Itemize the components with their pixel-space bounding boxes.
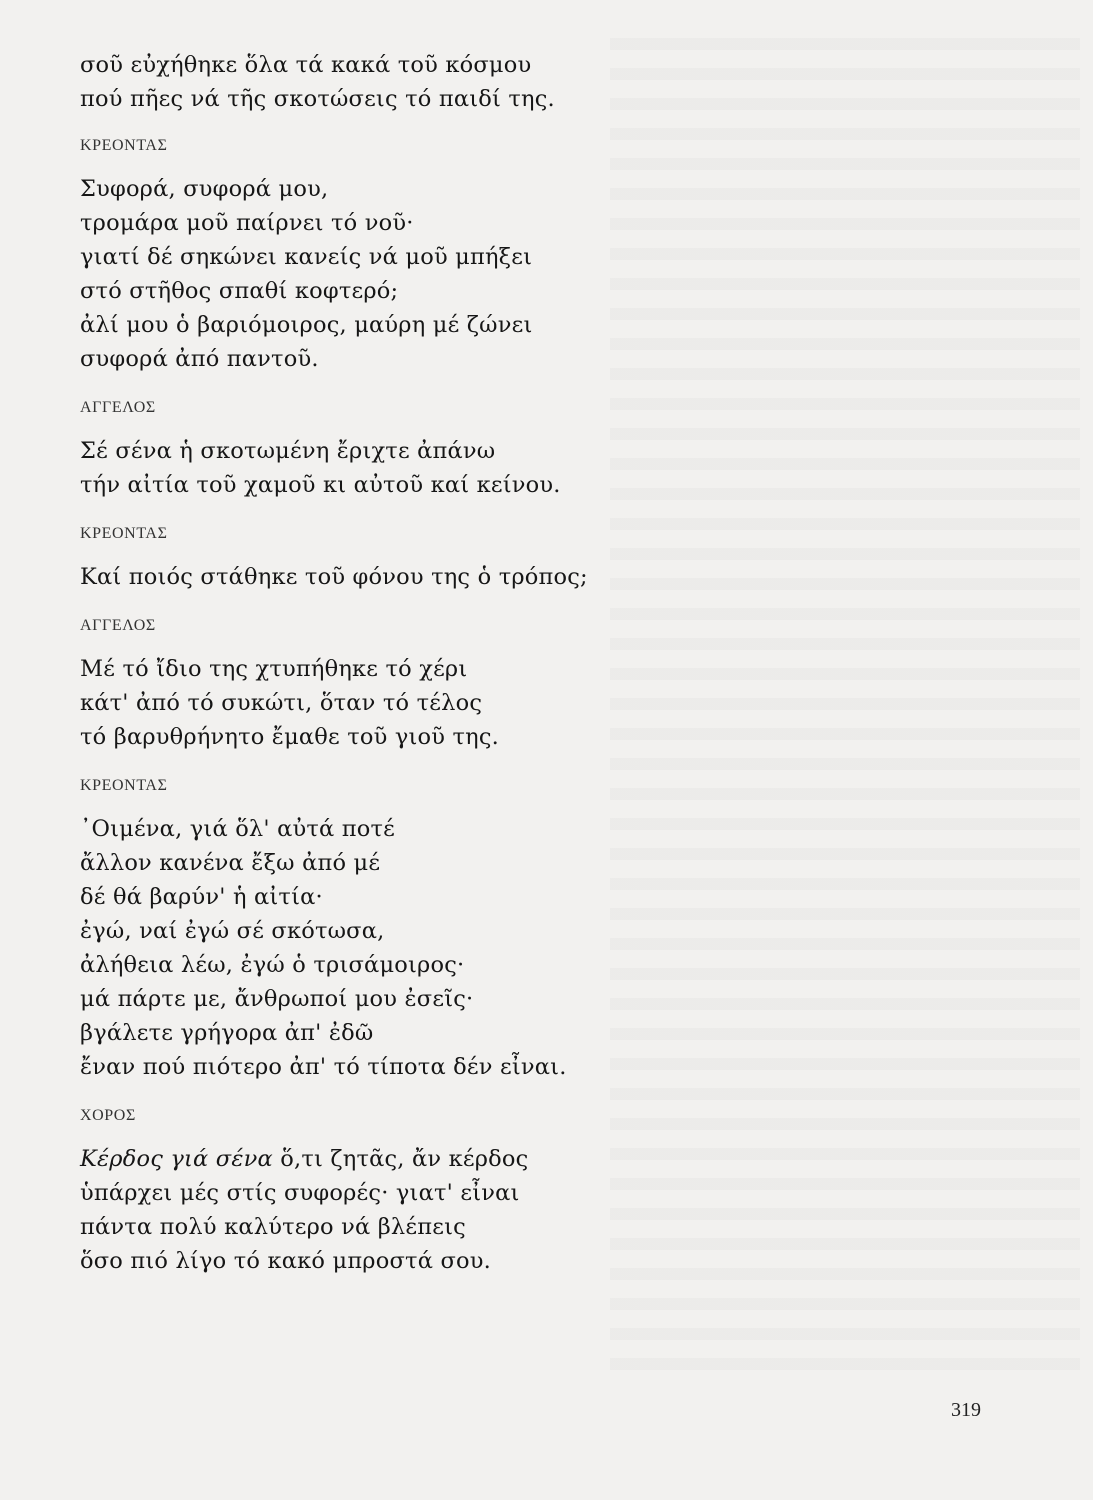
verse-line: πάντα πολύ καλύτερο νά βλέπεις xyxy=(80,1214,466,1240)
speaker-name: ΑΓΓΕΛΟΣ xyxy=(80,399,156,416)
page-number: 319 xyxy=(951,1399,981,1421)
dialogue-section xyxy=(80,776,640,1084)
verse-line: βγάλετε γρήγορα ἀπ' ἐδῶ xyxy=(80,1020,374,1046)
verse-line: τήν αἰτία τοῦ χαμοῦ κι αὐτοῦ καί κείνου. xyxy=(80,472,561,498)
verse-line: ἀλί μου ὁ βαριόμοιρος, μαύρη μέ ζώνει xyxy=(80,312,533,338)
speaker-name: ΚΡΕΟΝΤΑΣ xyxy=(80,137,168,154)
verse-line: μά πάρτε με, ἄνθρωποί μου ἐσεῖς· xyxy=(80,986,474,1012)
speaker-name: ΧΟΡΟΣ xyxy=(80,1107,136,1124)
speaker-name: ΚΡΕΟΝΤΑΣ xyxy=(80,525,168,542)
verse-line: σοῦ εὐχήθηκε ὅλα τά κακά τοῦ κόσμου xyxy=(80,52,532,78)
verse-line: ὅσο πιό λίγο τό κακό μπροστά σου. xyxy=(80,1248,491,1274)
chorus-section xyxy=(80,1106,640,1278)
dialogue-section xyxy=(80,616,640,754)
dialogue-section xyxy=(80,398,640,502)
verse-line: δέ θά βαρύν' ἡ αἰτία· xyxy=(80,884,323,910)
verse-line: στό στῆθος σπαθί κοφτερό; xyxy=(80,278,399,304)
play-text xyxy=(80,48,640,1278)
verse-line: πού πῆες νά τῆς σκοτώσεις τό παιδί της. xyxy=(80,86,555,112)
verse-line: Συφορά, συφορά μου, xyxy=(80,176,329,202)
verse-line xyxy=(80,1142,640,1176)
verse-line: Σέ σένα ἡ σκοτωμένη ἔριχτε ἀπάνω xyxy=(80,438,496,464)
verse-line: Μέ τό ἴδιο της χτυπήθηκε τό χέρι xyxy=(80,656,468,682)
bleed-through-shadow xyxy=(610,20,1080,1380)
verse-line: ἐγώ, ναί ἐγώ σέ σκότωσα, xyxy=(80,918,385,944)
dialogue-section xyxy=(80,524,640,594)
verse-line: ᾽Οιμένα, γιά ὅλ' αὐτά ποτέ xyxy=(80,816,396,842)
verse-line-rest: ὅ,τι ζητᾶς, ἄν κέρδος xyxy=(272,1146,529,1172)
verse-line: τρομάρα μοῦ παίρνει τό νοῦ· xyxy=(80,210,414,236)
verse-line: τό βαρυθρήνητο ἔμαθε τοῦ γιοῦ της. xyxy=(80,724,500,750)
opening-verse xyxy=(80,48,640,116)
italic-phrase: Κέρδος γιά σένα xyxy=(80,1146,273,1172)
verse-line: ὑπάρχει μές στίς συφορές· γιατ' εἶναι xyxy=(80,1180,520,1206)
verse-line: Καί ποιός στάθηκε τοῦ φόνου της ὁ τρόπος; xyxy=(80,564,588,590)
dialogue-section xyxy=(80,136,640,376)
speaker-name: ΚΡΕΟΝΤΑΣ xyxy=(80,777,168,794)
verse-line: ἄλλον κανένα ἔξω ἀπό μέ xyxy=(80,850,381,876)
verse-line: γιατί δέ σηκώνει κανείς νά μοῦ μπήξει xyxy=(80,244,533,270)
verse-line: συφορά ἀπό παντοῦ. xyxy=(80,346,319,372)
verse-line: ἀλήθεια λέω, ἐγώ ὁ τρισάμοιρος· xyxy=(80,952,465,978)
verse-line: ἔναν πού πιότερο ἀπ' τό τίποτα δέν εἶναι. xyxy=(80,1054,567,1080)
verse-line: κάτ' ἀπό τό συκώτι, ὅταν τό τέλος xyxy=(80,690,483,716)
speaker-name: ΑΓΓΕΛΟΣ xyxy=(80,617,156,634)
